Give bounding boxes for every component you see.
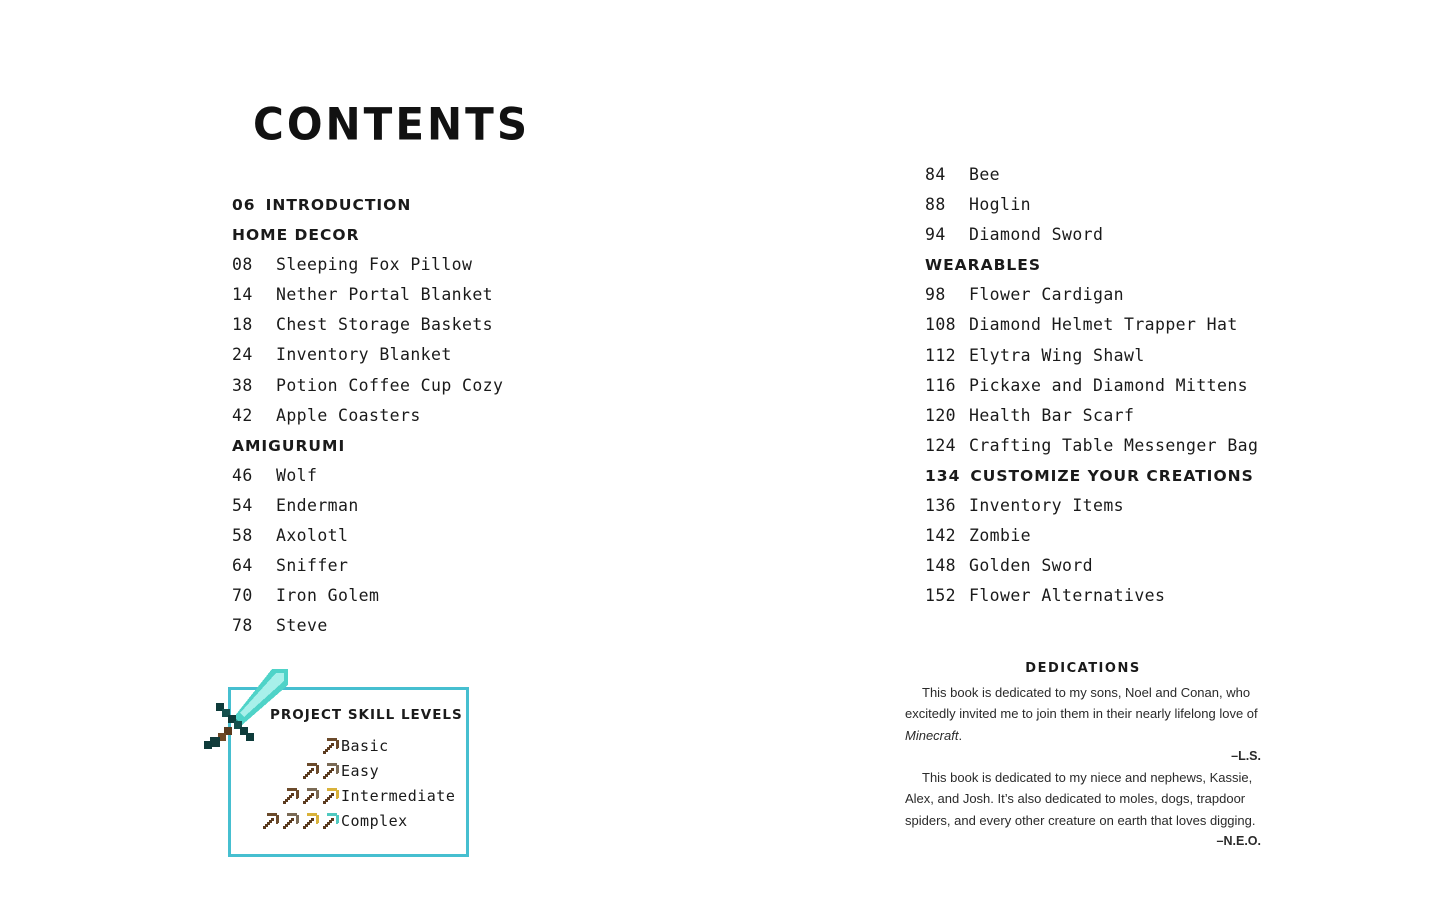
skill-level-picks [301,761,340,780]
skill-level-label: Easy [341,762,380,780]
toc-page-number: 64 [232,556,253,576]
toc-entry-title: Hoglin [969,195,1032,215]
toc-entry-title: Flower Cardigan [969,285,1125,305]
dedication-first-signature: –L.S. [1231,749,1261,763]
dedication-first-end: . [958,727,963,743]
toc-entry [232,310,503,340]
skill-level-picks [261,811,340,830]
toc-section-heading [925,461,1258,491]
toc-page-number: 18 [232,315,253,335]
toc-entry-title: Iron Golem [276,586,380,606]
dedication-first-body: This book is dedicated to my sons, Noel and Conan, who excitedly invited me to join them in their nearly lifelong love of [905,685,1258,722]
toc-page-number: 108 [925,315,957,335]
toc-left-column [232,190,503,641]
toc-page-number: 24 [232,345,253,365]
toc-page-number: 116 [925,375,957,395]
toc-section-heading [232,220,503,250]
toc-entry-title: Golden Sword [969,556,1094,576]
toc-entry [232,611,503,641]
toc-entry [925,491,1258,521]
toc-entry [925,581,1258,611]
toc-page-number: 112 [925,345,957,365]
toc-entry [925,190,1258,220]
toc-entry [925,280,1258,310]
toc-page-number: 58 [232,526,253,546]
toc-page-number: 54 [232,495,253,515]
toc-entry [232,340,503,370]
toc-entry [232,551,503,581]
skill-level-label: Intermediate [341,787,456,805]
toc-page-number: 08 [232,255,253,275]
toc-entry [925,310,1258,340]
toc-entry-title: Inventory Items [969,496,1125,516]
stone-pickaxe-icon [281,811,300,830]
skill-level-row [258,734,468,758]
skill-level-label: Basic [341,737,389,755]
toc-entry-title: CUSTOMIZE YOUR CREATIONS [970,466,1254,485]
toc-entry-title: Diamond Sword [969,225,1104,245]
toc-page-number: 124 [925,435,957,455]
toc-entry-title: INTRODUCTION [265,196,412,214]
toc-entry [925,220,1258,250]
toc-entry-title: Flower Alternatives [969,586,1166,606]
toc-entry [232,280,503,310]
stone-pickaxe-icon [301,786,320,805]
toc-entry-title: Steve [276,616,328,636]
toc-entry [232,491,503,521]
toc-section-heading [925,250,1258,280]
toc-entry [232,250,503,280]
toc-entry-title: HOME DECOR [232,226,360,245]
toc-page-number: 46 [232,465,253,485]
toc-page-number: 152 [925,586,957,606]
toc-entry-title: Chest Storage Baskets [276,315,494,335]
toc-entry-title: Enderman [276,495,359,515]
toc-entry-title: Sleeping Fox Pillow [276,255,473,275]
page-title: CONTENTS [253,98,531,151]
toc-entry [232,521,503,551]
toc-section-heading [232,431,503,461]
toc-entry-title: Health Bar Scarf [969,405,1135,425]
toc-entry-title: WEARABLES [925,256,1042,275]
toc-entry [232,581,503,611]
toc-entry-title: AMIGURUMI [232,436,346,455]
toc-page-number: 14 [232,285,253,305]
toc-entry-title: Bee [969,165,1001,184]
toc-page-number: 142 [925,526,957,546]
toc-page-number: 98 [925,285,946,305]
wood-pickaxe-icon [301,761,320,780]
dedication-first-italic: Minecraft [905,727,959,743]
toc-section-heading [232,190,503,220]
toc-entry [925,371,1258,401]
toc-entry-title: Wolf [276,465,318,485]
toc-right-column [925,160,1258,611]
toc-entry-title: Pickaxe and Diamond Mittens [969,375,1249,395]
wood-pickaxe-icon [261,811,280,830]
skill-level-picks [321,736,340,755]
dedications-title: DEDICATIONS [1025,661,1141,676]
toc-page-number: 06 [232,196,256,214]
toc-entry [232,461,503,491]
toc-entry-title: Inventory Blanket [276,345,452,365]
skill-levels-title: PROJECT SKILL LEVELS [270,707,463,723]
toc-page-number: 42 [232,405,253,425]
toc-entry [925,160,1258,190]
toc-entry [232,401,503,431]
wood-pickaxe-icon [321,736,340,755]
toc-entry-title: Nether Portal Blanket [276,285,494,305]
gold-pickaxe-icon [301,811,320,830]
toc-entry-title: Zombie [969,526,1032,546]
dedication-first-text [905,682,1261,746]
toc-page-number: 136 [925,496,957,516]
skill-level-row [258,759,468,783]
toc-page-number: 38 [232,375,253,395]
toc-entry [925,401,1258,431]
toc-entry-title: Apple Coasters [276,405,421,425]
toc-entry [232,371,503,401]
toc-page-number: 70 [232,586,253,606]
toc-entry-title: Sniffer [276,556,349,576]
dedication-second-text: This book is dedicated to my niece and nephews, Kassie, Alex, and Josh. It’s also dedicated to moles, dogs, trapdoor spiders, and every other creature on earth that loves digging. [905,770,1256,828]
toc-entry-title: Potion Coffee Cup Cozy [276,375,504,395]
wood-pickaxe-icon [281,786,300,805]
gold-pickaxe-icon [321,786,340,805]
toc-page-number: 94 [925,225,946,245]
skill-level-row [258,784,468,808]
toc-page-number: 84 [925,165,946,184]
toc-entry-title: Axolotl [276,526,349,546]
toc-entry [925,341,1258,371]
toc-entry-title: Elytra Wing Shawl [969,345,1145,365]
toc-entry [925,431,1258,461]
toc-page-number: 88 [925,195,946,215]
toc-page-number: 148 [925,556,957,576]
toc-page-number: 78 [232,616,253,636]
skill-level-picks [281,786,340,805]
diamond-pickaxe-icon [321,811,340,830]
skill-level-row [258,809,468,833]
dedication-second-signature: –N.E.O. [1216,834,1261,848]
toc-entry-title: Diamond Helmet Trapper Hat [969,315,1238,335]
toc-entry [925,521,1258,551]
toc-page-number: 134 [925,466,961,485]
stone-pickaxe-icon [321,761,340,780]
skill-level-label: Complex [341,812,408,830]
toc-entry [925,551,1258,581]
toc-page-number: 120 [925,405,957,425]
toc-entry-title: Crafting Table Messenger Bag [969,435,1259,455]
